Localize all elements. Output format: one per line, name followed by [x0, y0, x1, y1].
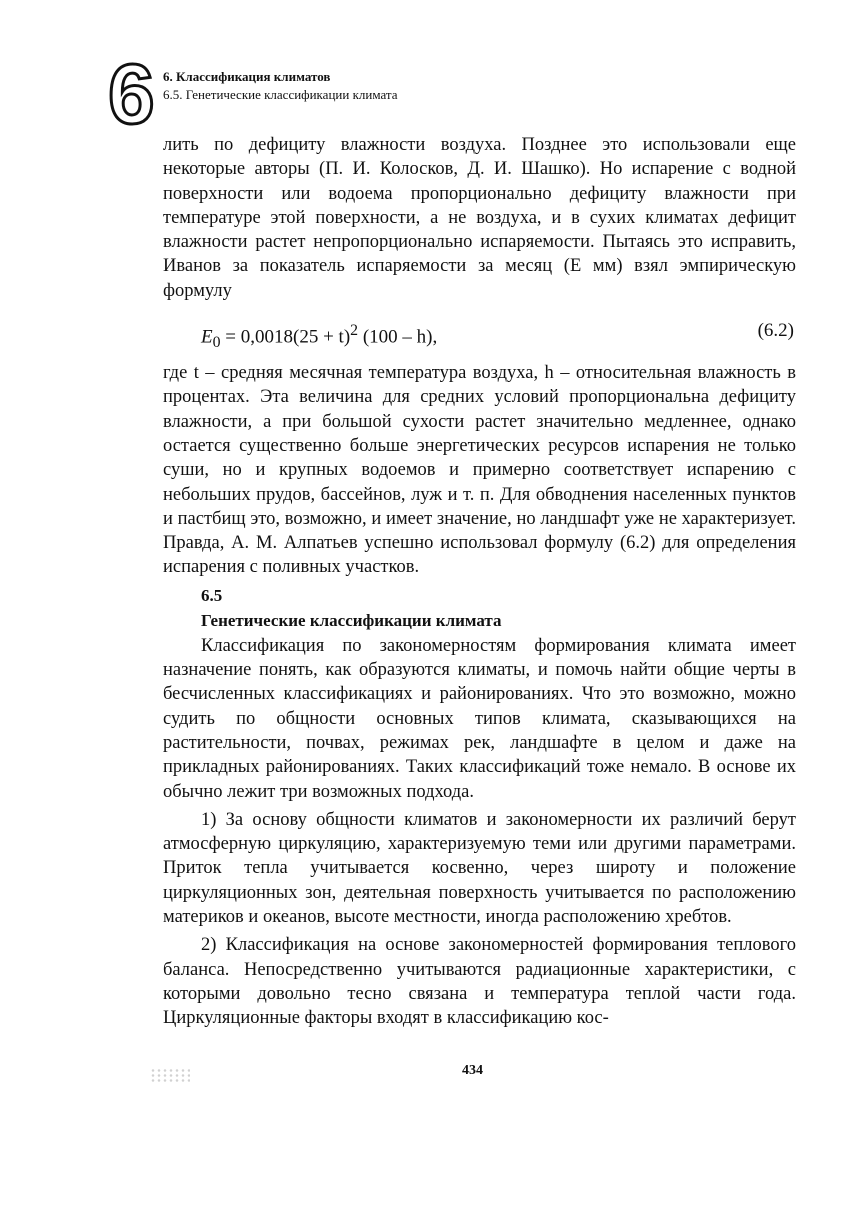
formula-lhs: E	[201, 326, 213, 348]
paragraph-approach-1: 1) За основу общности климатов и закономерности их различий берут атмосферную циркуляцию, характеризуемую теми или другими параметрами. Приток тепла учитывается косвенно, через широту и положение циркуляционных зон, деятельная поверхность учитывается по расположению материков и океанов, высоте местности, иногда расположению хребтов.	[163, 809, 796, 928]
formula-lhs-subscript: 0	[212, 334, 221, 352]
formula-block	[163, 313, 796, 355]
running-head	[163, 68, 398, 104]
section-number: 6.5	[201, 585, 223, 605]
running-head-section: 6.5. Генетические классификации климата	[163, 87, 398, 102]
chapter-number-badge: 6	[108, 47, 155, 141]
formula-body: = 0,0018(25 + t)	[220, 326, 351, 348]
paragraph-continuation: лить по дефициту влажности воздуха. Позднее это использовали еще некоторые авторы (П. И. Колосков, Д. И. Шашко). Но испарение с водной поверхности или водоема пропорционально дефициту влажности при температуре этой поверхности, а не воздуха, и в сухих климатах дефицит влажности растет непропорционально испаряемости. Пытаясь это исправить, Иванов за показатель испаряемости за месяц (E мм) взял эмпирическую формулу	[163, 135, 796, 301]
page-number: 434	[462, 1063, 483, 1078]
formula-exponent: 2	[350, 322, 359, 340]
paragraph-intro: Классификация по закономерностям формирования климата имеет назначение понять, как образуются климаты, и помочь найти общие черты в бесчисленных классификациях и районированиях. Что это возможно, можно судить по общности основных типов климата, сказывающихся на растительности, почвах, режимах рек, ландшафте в целом и даже на прикладных районированиях. Таких классификаций тоже немало. В основе их обычно лежит три возможных подхода.	[163, 635, 796, 802]
formula-number: (6.2)	[757, 320, 794, 342]
running-head-chapter: 6. Классификация климатов	[163, 69, 331, 84]
body-text	[163, 133, 796, 1031]
formula-tail: (100 – h),	[358, 326, 438, 348]
paragraph-approach-2: 2) Классификация на основе закономерностей формирования теплового баланса. Непосредственно учитываются радиационные характеристики, с которыми довольно тесно связана и температура теплой части года. Циркуляционные факторы входят в классификацию кос-	[163, 935, 796, 1029]
paragraph-definitions: где t – средняя месячная температура воздуха, h – относительная влажность в процентах. Эта величина для средних условий пропорциональна дефициту влажности, а при большой сухости растет значительно медленнее, однако остается существенно больше энергетических ресурсов испарения не только суши, но и крупных водоемов и примерно соответствует испарению с небольших прудов, бассейнов, луж и т. п. Для обводнения населенных пунктов и пастбищ это, возможно, и имеет значение, но ландшафт уже не характеризует. Правда, А. М. Алпатьев успешно использовал формулу (6.2) для определения испарения с поливных участков.	[163, 363, 796, 578]
scan-noise	[150, 1068, 190, 1082]
formula	[201, 317, 437, 357]
section-heading: Генетические классификации климата	[201, 610, 502, 630]
